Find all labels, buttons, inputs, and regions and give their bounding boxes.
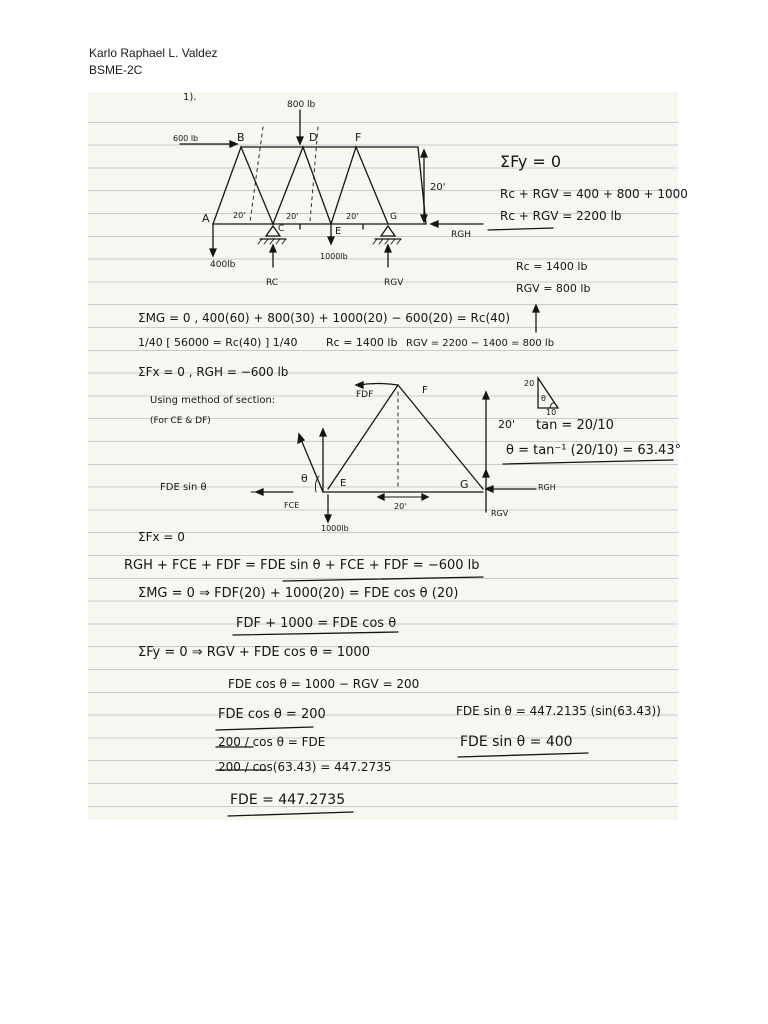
node-f-label: F	[355, 131, 362, 144]
handwritten-notes-page	[88, 92, 688, 820]
problem-number: 1).	[183, 92, 197, 103]
class-section: BSME-2C	[89, 63, 143, 77]
node-g-label: G	[390, 212, 397, 222]
section-load-e: 1000lb	[321, 524, 349, 533]
document-header	[89, 45, 218, 79]
work-line2: ΣMG = 0 ⇒ FDF(20) + 1000(20) = FDE cos θ (20)	[138, 586, 459, 601]
triangle-side-vertical: 20	[524, 379, 535, 388]
work-right2: FDE sin θ = 400	[460, 734, 573, 750]
angle-triangle	[538, 378, 558, 408]
section-rgh: RGH	[538, 483, 556, 492]
moment-line2-c: RGV = 2200 − 1400 = 800 lb	[406, 338, 555, 349]
tan-line1: tan = 20/10	[536, 418, 614, 433]
node-a-label: A	[202, 212, 210, 225]
fde-sin-label: FDE sin θ	[160, 482, 207, 493]
sum-fy-title: ΣFy = 0	[500, 152, 562, 171]
node-c-label: C	[278, 224, 285, 234]
section-sum-fx: ΣFx = 0 , RGH = −600 lb	[138, 365, 289, 379]
work-line7: 200 / cos θ = FDE	[218, 735, 326, 749]
load-label-a: 400lb	[210, 260, 236, 270]
work-line5: FDE cos θ = 1000 − RGV = 200	[228, 677, 420, 691]
sum-fy-line2: Rc + RGV = 2200 lb	[500, 209, 622, 223]
truss-height-label: 20'	[430, 182, 446, 193]
span-eg-label: 20'	[346, 212, 359, 221]
rc-result: Rc = 1400 lb	[516, 260, 588, 273]
moment-line2-b: Rc = 1400 lb	[326, 336, 398, 349]
section-node-e: E	[340, 478, 347, 489]
method-line1: Using method of section:	[150, 395, 276, 406]
load-label-e: 1000lb	[320, 252, 348, 261]
triangle-side-horizontal: 10	[546, 408, 557, 417]
rgv-label: RGV	[384, 278, 404, 288]
work-line8: 200 / cos(63.43) = 447.2735	[218, 760, 392, 774]
moment-line2-a: 1/40 [ 56000 = Rc(40) ] 1/40	[138, 336, 298, 349]
sum-fy-line1: Rc + RGV = 400 + 800 + 1000	[500, 187, 688, 201]
work-line3: FDF + 1000 = FDE cos θ	[236, 616, 397, 631]
work-line4: ΣFy = 0 ⇒ RGV + FDE cos θ = 1000	[138, 645, 370, 660]
triangle-angle: θ	[541, 394, 546, 403]
fce-label: FCE	[284, 501, 300, 510]
method-line2: (For CE & DF)	[150, 416, 211, 426]
section-node-g: G	[460, 478, 469, 491]
node-d-label: D	[309, 131, 318, 144]
work-right1: FDE sin θ = 447.2135 (sin(63.43))	[456, 704, 661, 718]
section-span: 20'	[394, 502, 407, 511]
node-b-label: B	[237, 131, 245, 144]
work-line9: FDE = 447.2735	[230, 792, 346, 808]
rgh-label: RGH	[451, 230, 471, 240]
work-line6: FDE cos θ = 200	[218, 707, 326, 722]
section-rgv: RGV	[491, 509, 509, 518]
load-label-top: 800 lb	[287, 100, 316, 110]
work-line1: RGH + FCE + FDF = FDE sin θ + FCE + FDF = −600 lb	[124, 558, 480, 573]
fdf-label: FDF	[356, 390, 374, 400]
span-ce-label: 20'	[286, 212, 299, 221]
section-node-f: F	[422, 385, 428, 396]
work-sum-fx: ΣFx = 0	[138, 530, 185, 544]
author-name: Karlo Raphael L. Valdez	[89, 46, 218, 60]
node-e-label: E	[335, 226, 342, 237]
tan-line2: θ = tan⁻¹ (20/10) = 63.43°	[506, 443, 682, 458]
moment-line1: ΣMG = 0 , 400(60) + 800(30) + 1000(20) − 600(20) = Rc(40)	[138, 311, 511, 325]
rgv-result: RGV = 800 lb	[516, 282, 591, 295]
rc-label: RC	[266, 278, 279, 288]
section-height: 20'	[498, 418, 516, 431]
span-ac-label: 20'	[233, 211, 246, 220]
section-theta: θ	[301, 472, 308, 485]
load-label-b: 600 lb	[173, 134, 199, 143]
